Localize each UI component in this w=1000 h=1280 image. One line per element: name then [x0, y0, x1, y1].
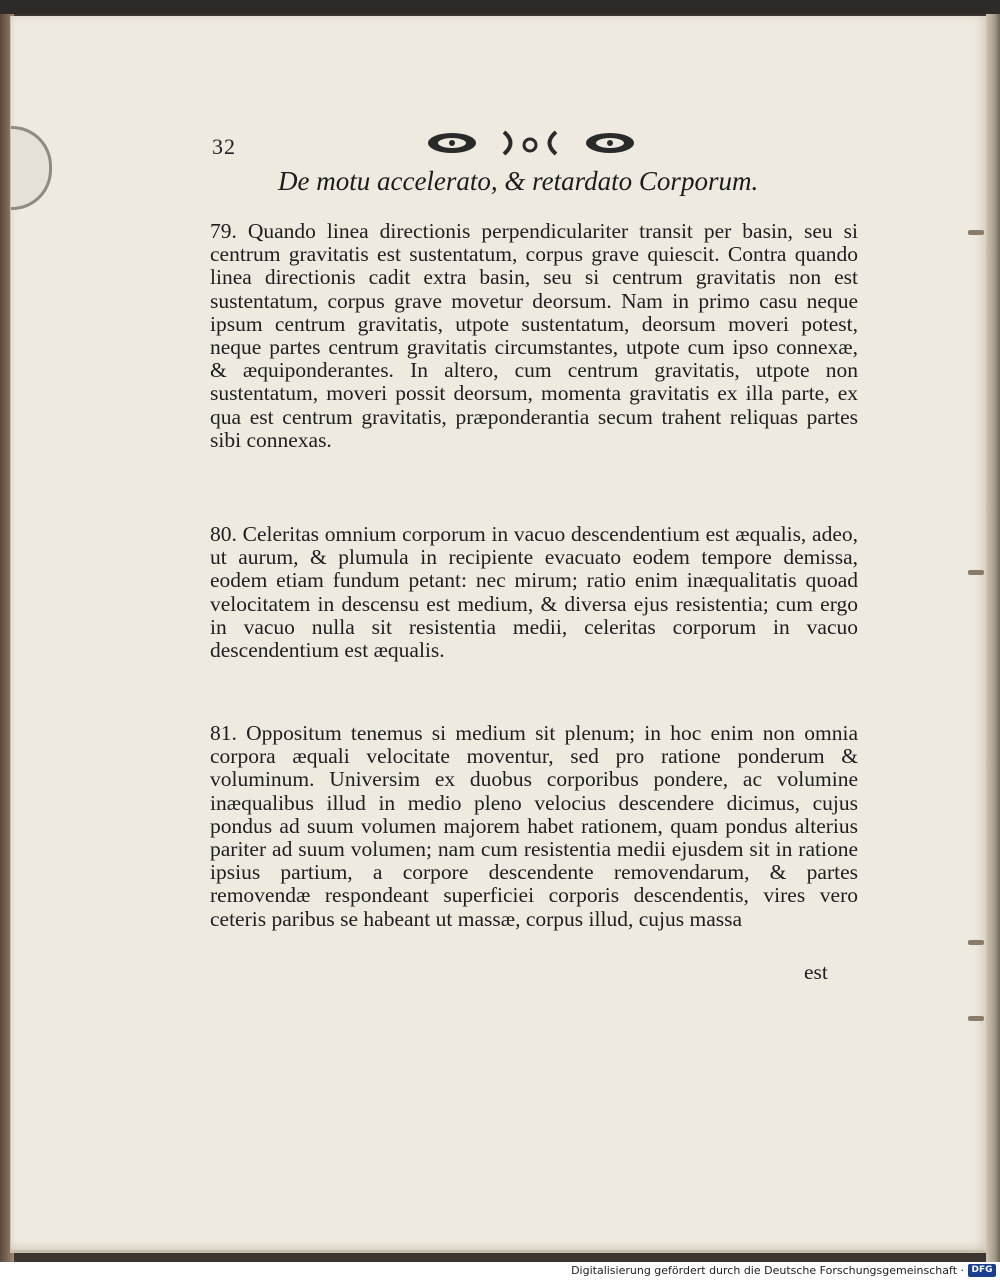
digitization-footer — [0, 1262, 1000, 1280]
binding-stitch — [968, 940, 984, 945]
printer-ornament — [422, 128, 642, 158]
binding-stitch — [968, 1016, 984, 1021]
page-clip-tab — [11, 126, 52, 210]
dfg-logo: DFG — [968, 1264, 996, 1277]
paragraph-79: 79. Quando linea directionis perpendiculariter transit per basin, seu si centrum gravitatis est sustentatum, corpus grave quiescit. Contra quando linea directionis cadit extra basin, seu si centrum gravitatis non est sustentatum, corpus grave movetur deorsum. Nam in primo casu neque ipsum centrum gravitatis, utpote sustentatum, deorsum moveri potest, neque partes centrum gravitatis circumstantes, utpote cum ipso connexæ, & æquiponderantes. In altero, cum centrum gravitatis, utpote non sustentatum, moveri possit deorsum, momenta gravitatis ex illa parte, ex qua est centrum gravitatis, præponderantia secum trahent reliquas partes sibi connexas. — [210, 219, 858, 452]
binding-stitch — [968, 230, 984, 235]
scan-top-edge — [0, 0, 1000, 14]
running-title: De motu accelerato, & retardato Corporum. — [278, 166, 759, 196]
page-number: 32 — [212, 134, 236, 159]
paragraph-80: 80. Celeritas omnium corporum in vacuo descendentium est æqualis, adeo, ut aurum, & plumula in recipiente evacuato eodem tempore demissa, eodem etiam fundum petant: nec mirum; ratio enim inæqualitatis quoad velocitatem in descensu est medium, & diversa ejus resistentia; cum ergo in vacuo nulla sit resistentia medii, celeritas corporum in vacuo descendentium est æqualis. — [210, 522, 858, 663]
binding-stitch — [968, 570, 984, 575]
funding-credit: Digitalisierung gefördert durch die Deutsche Forschungsgemeinschaft · — [571, 1264, 964, 1277]
paragraph-81: 81. Oppositum tenemus si medium sit plenum; in hoc enim non omnia corpora æquali velocitate moventur, sed pro ratione ponderum & voluminum. Universim ex duobus corporibus pondere, ac volumine inæqualibus illud in medio pleno velocius descendere dicimus, cujus pondus ad suum volumen majorem habet rationem, quam pondus alterius pariter ad suum volumen; nam cum resistentia medii ejusdem sit in ratione ipsius partium, a corpore descendente removendarum, & partes removendæ respondeant superficiei corporis descendentis, vires vero ceteris paribus se habeant ut massæ, corpus illud, cujus massa — [210, 721, 858, 931]
catchword: est — [804, 960, 828, 984]
page-stack-edge — [986, 14, 1000, 1264]
